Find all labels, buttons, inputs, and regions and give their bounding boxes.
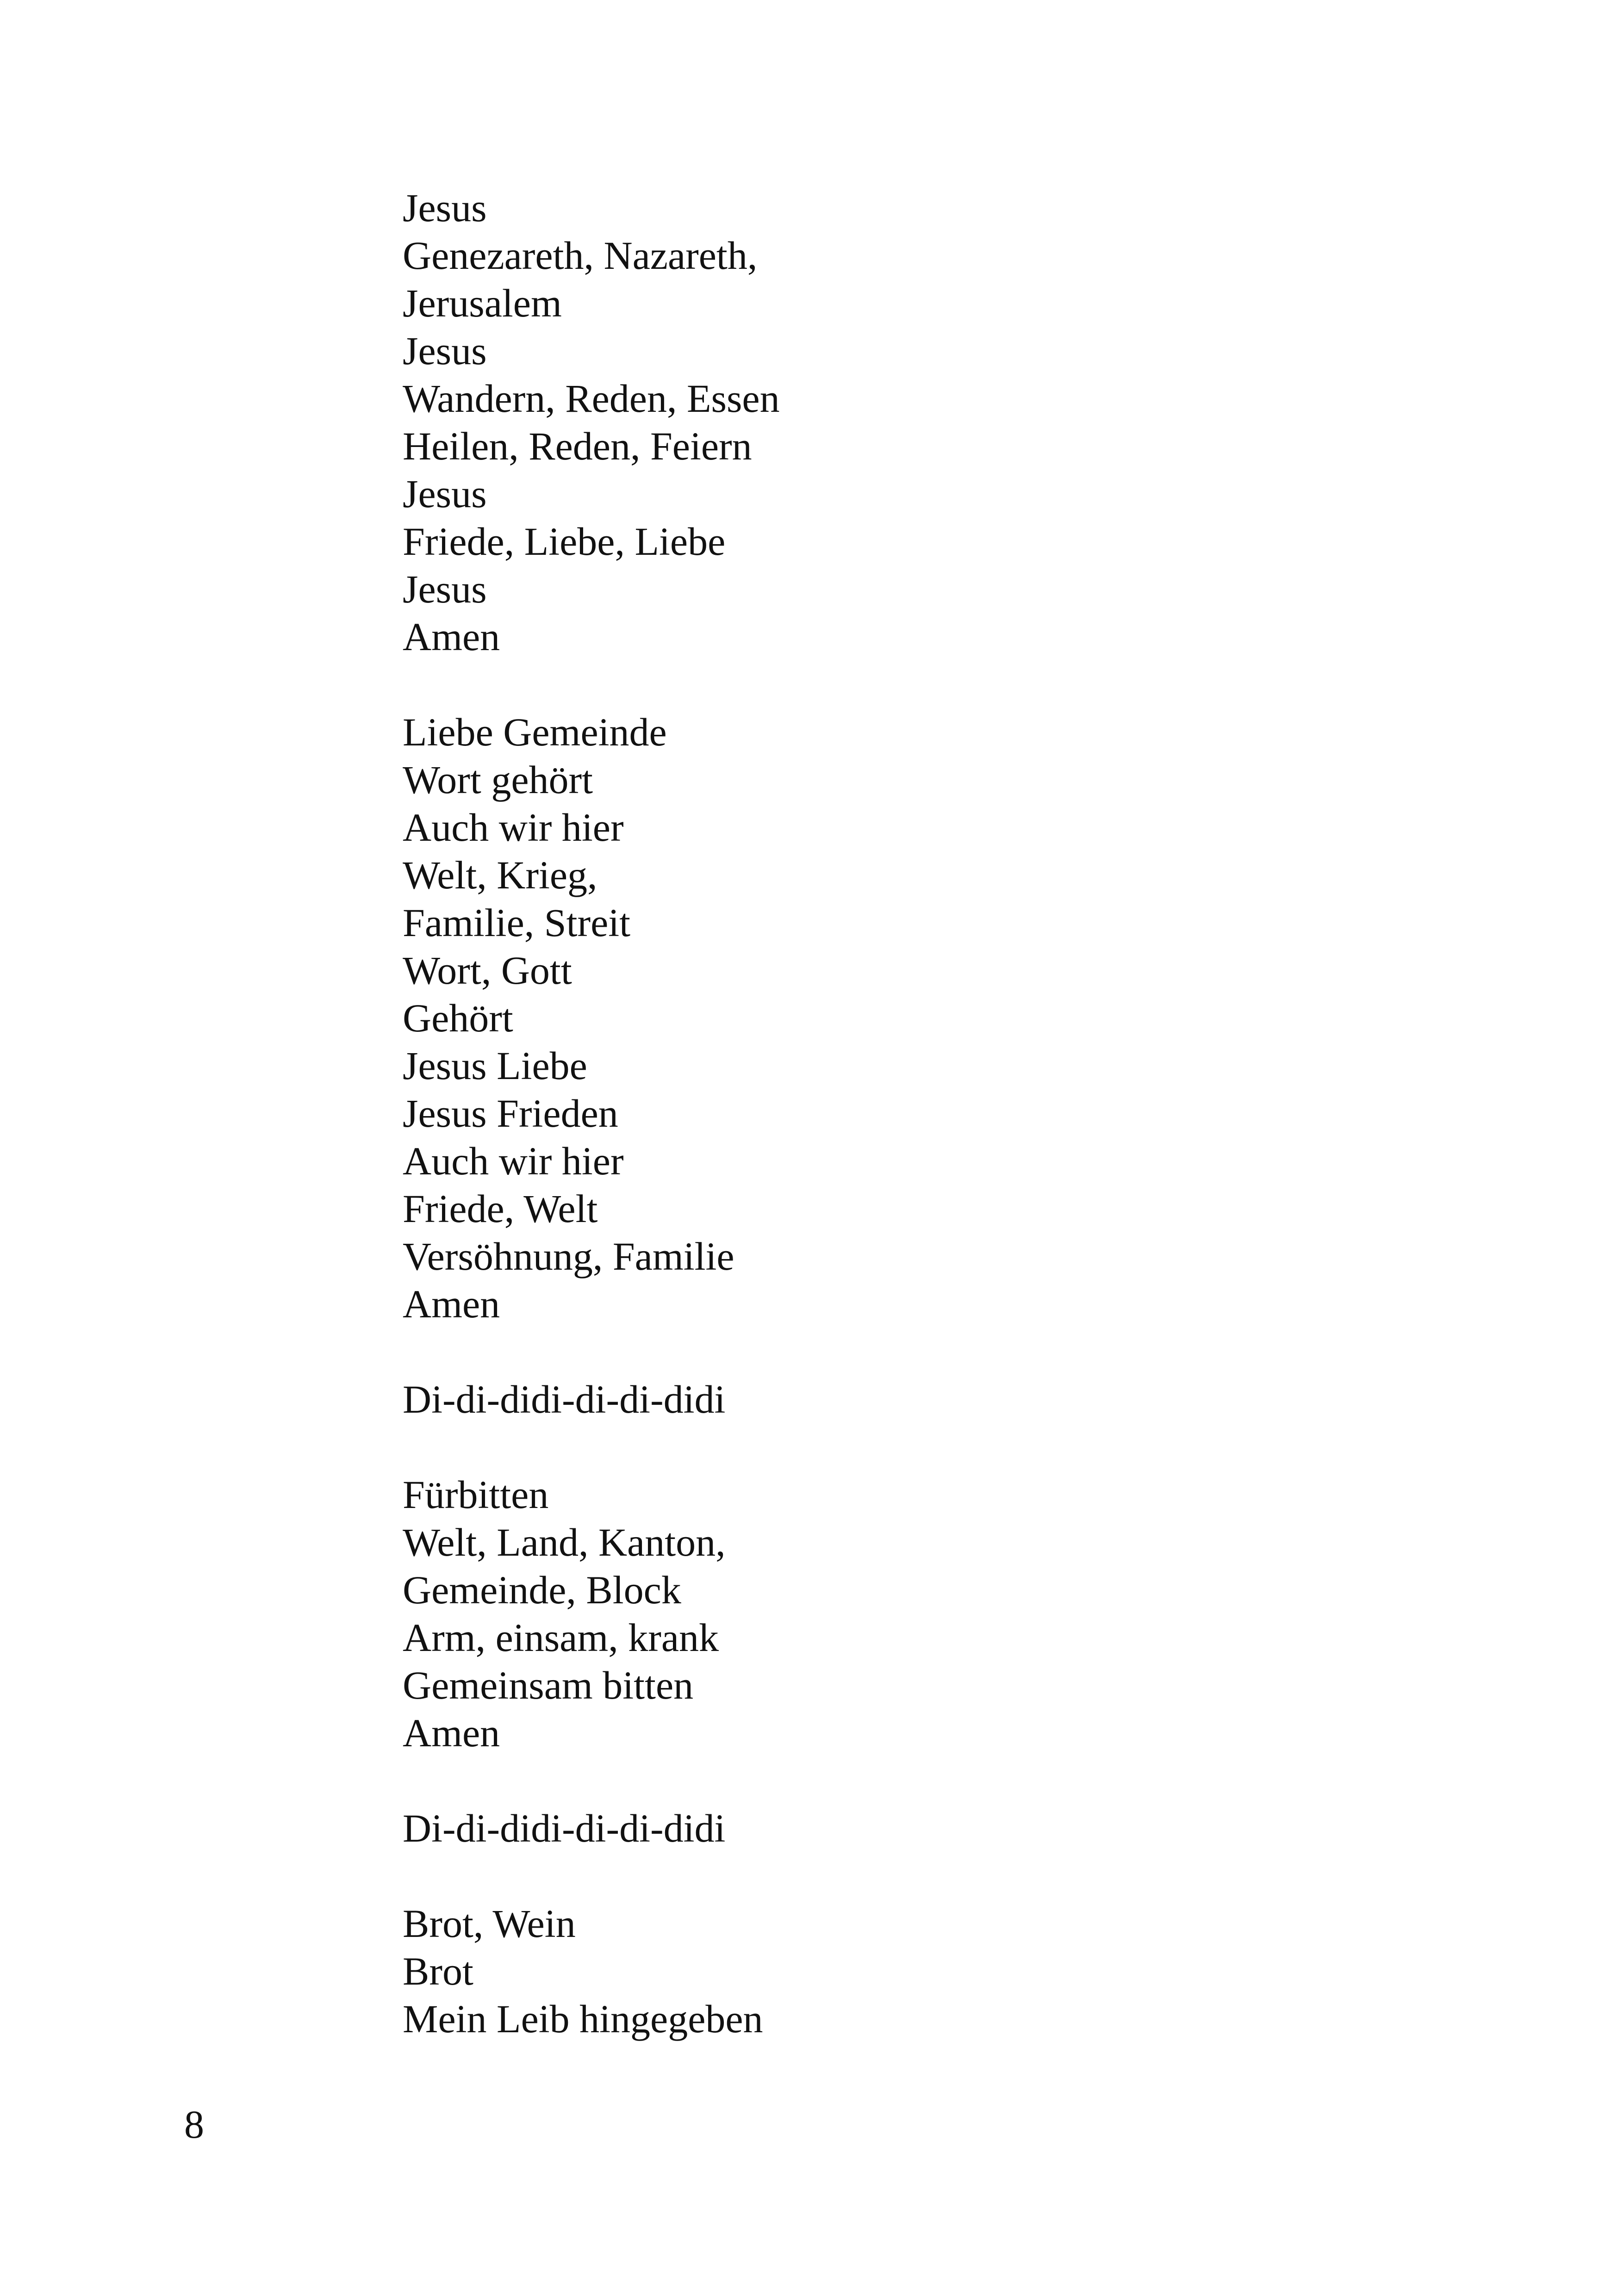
- poem-line: Wort, Gott: [403, 948, 572, 993]
- poem-line: Liebe Gemeinde: [403, 710, 667, 754]
- poem-line: Auch wir hier: [403, 1139, 624, 1183]
- stanza: [403, 1471, 1328, 1757]
- poem-line: Jesus Liebe: [403, 1043, 587, 1088]
- poem-line: Mein Leib hingegeben: [403, 1997, 763, 2041]
- stanza: [403, 1900, 1328, 2043]
- poem-line: Fürbitten: [403, 1472, 549, 1517]
- poem-line: Jesus: [403, 472, 487, 516]
- stanza: [403, 1805, 1328, 1852]
- poem-text: [403, 184, 1328, 2091]
- poem-line: Brot, Wein: [403, 1901, 576, 1946]
- poem-line: Auch wir hier: [403, 805, 624, 850]
- poem-line: Arm, einsam, krank: [403, 1615, 719, 1660]
- poem-line: Di-di-didi-di-di-didi: [403, 1806, 726, 1850]
- poem-line: Gehört: [403, 996, 513, 1040]
- stanza: [403, 1376, 1328, 1423]
- poem-line: Familie, Streit: [403, 900, 631, 945]
- poem-line: Genezareth, Nazareth,: [403, 233, 758, 278]
- poem-line: Jesus: [403, 186, 487, 230]
- poem-line: Jesus: [403, 329, 487, 373]
- poem-line: Jesus: [403, 567, 487, 611]
- poem-line: Heilen, Reden, Feiern: [403, 424, 752, 468]
- poem-line: Amen: [403, 1711, 500, 1755]
- poem-line: Welt, Krieg,: [403, 853, 597, 897]
- poem-line: Amen: [403, 1282, 500, 1326]
- poem-line: Versöhnung, Familie: [403, 1234, 734, 1278]
- poem-line: Friede, Liebe, Liebe: [403, 519, 726, 564]
- stanza: [403, 184, 1328, 661]
- poem-line: Wandern, Reden, Essen: [403, 376, 780, 421]
- page-number: 8: [184, 2102, 204, 2147]
- poem-line: Gemeinsam bitten: [403, 1663, 694, 1707]
- poem-line: Jesus Frieden: [403, 1091, 618, 1136]
- stanza: [403, 708, 1328, 1328]
- poem-line: Brot: [403, 1949, 473, 1993]
- poem-line: Wort gehört: [403, 757, 593, 802]
- poem-line: Amen: [403, 614, 500, 659]
- poem-line: Friede, Welt: [403, 1186, 598, 1231]
- poem-line: Jerusalem: [403, 281, 562, 325]
- poem-line: Gemeinde, Block: [403, 1568, 681, 1612]
- poem-line: Di-di-didi-di-di-didi: [403, 1377, 726, 1421]
- poem-line: Welt, Land, Kanton,: [403, 1520, 726, 1564]
